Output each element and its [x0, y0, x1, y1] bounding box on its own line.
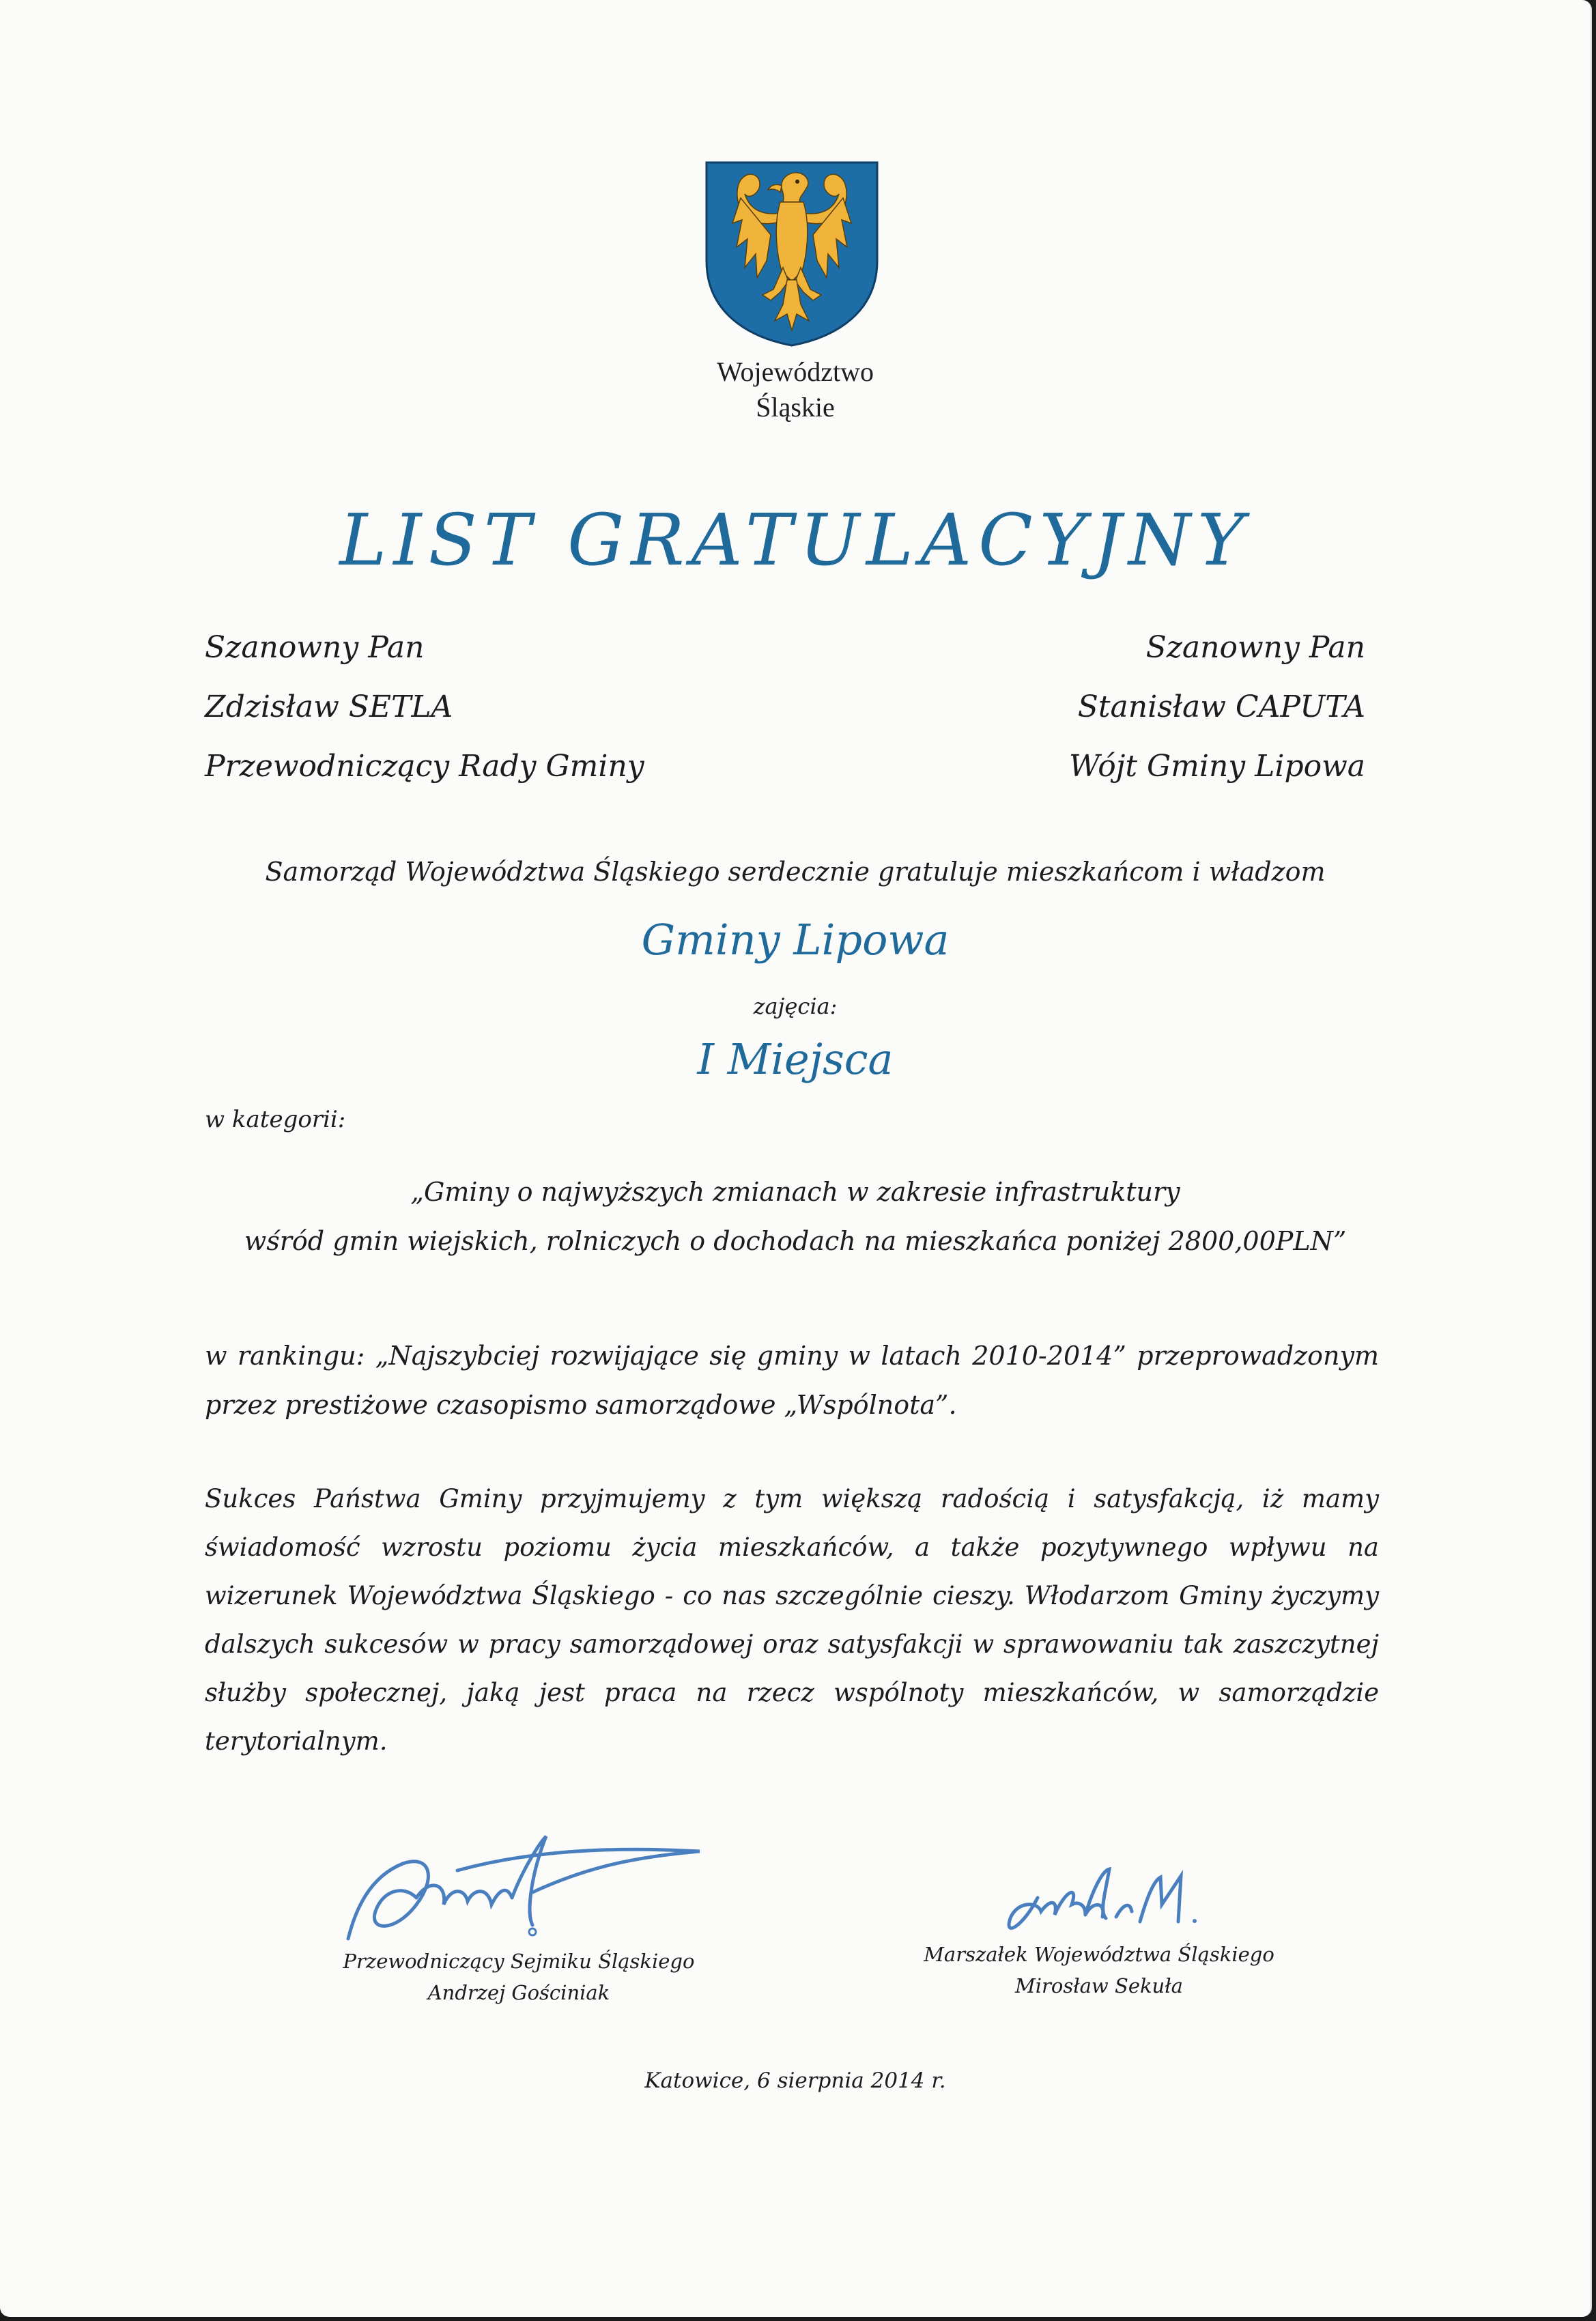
- category-line-1: „Gminy o najwyższych zmianach w zakresie infrastruktury: [410, 1177, 1180, 1207]
- recipient-left-salutation: Szanowny Pan: [205, 630, 425, 665]
- recipient-left: [205, 618, 644, 796]
- silesian-eagle-coat-of-arms-icon: [700, 158, 884, 350]
- ranking-text: w rankingu: „Najszybciej rozwijające się gminy w latach 2010-2014” przeprowadzonym przez prestiżowe czasopismo samorządowe „Wspólnota”.: [205, 1341, 1379, 1420]
- recipient-right-name: Stanisław CAPUTA: [1077, 689, 1365, 724]
- signatory-right-name: Mirosław Sekuła: [1015, 1974, 1183, 1997]
- signatory-left-name: Andrzej Gościniak: [427, 1981, 610, 2004]
- category-label: w kategorii:: [205, 1106, 346, 1133]
- achieved-label: zajęcia:: [753, 993, 838, 1019]
- region-name-line1: Województwo: [716, 356, 874, 387]
- signature-left-strokes: [348, 1836, 700, 1939]
- recipient-right-role: Wójt Gminy Lipowa: [1068, 749, 1365, 784]
- handwritten-signature-icon: [976, 1864, 1222, 1939]
- recipient-right-salutation: Szanowny Pan: [1145, 630, 1365, 665]
- eagle-eye: [795, 180, 799, 184]
- place-award: I Miejsca: [697, 1034, 894, 1084]
- signature-right-dot: [1193, 1919, 1197, 1923]
- recipient-left-role: Przewodniczący Rady Gminy: [205, 749, 644, 784]
- municipality-name: Gminy Lipowa: [641, 915, 950, 965]
- recipient-right: [1069, 618, 1365, 796]
- signatory-right-role: Marszałek Województwa Śląskiego: [924, 1943, 1274, 1966]
- intro-text: Samorząd Województwa Śląskiego serdecznie gratuluje mieszkańcom i władzom: [265, 857, 1326, 887]
- signatory-left-role: Przewodniczący Sejmiku Śląskiego: [343, 1950, 695, 1973]
- body-paragraph: Sukces Państwa Gminy przyjmujemy z tym większą radością i satysfakcją, iż mamy świadomość wzrostu poziomu życia mieszkańców, a także pozytywnego wpływu na wizerunek Województwa Śląskiego - co nas szczególnie cieszy. Włodarzom Gminy życzymy dalszych sukcesów w pracy samorządowej oraz satysfakcji w sprawowaniu tak zaszczytnej służby społecznej, jaką jest praca na rzecz wspólnoty mieszkańców, w samorządzie terytorialnym.: [205, 1484, 1379, 1756]
- category-text: [0, 1167, 1591, 1266]
- recipient-left-name: Zdzisław SETLA: [205, 689, 453, 724]
- place-and-date: Katowice, 6 sierpnia 2014 r.: [644, 2068, 946, 2093]
- handwritten-signature-icon: [328, 1829, 710, 1946]
- signature-block-right: [867, 1864, 1331, 2002]
- document-title: LIST GRATULACYJNY: [339, 498, 1251, 582]
- category-line-2: wśród gmin wiejskich, rolniczych o dochodach na mieszkańca poniżej 2800,00PLN”: [244, 1226, 1347, 1256]
- region-name-line2: Śląskie: [756, 392, 835, 423]
- crest-svg: [700, 158, 884, 350]
- signature-block-left: [287, 1829, 751, 2008]
- signature-left-dot: [529, 1928, 536, 1935]
- signature-right-strokes: [1009, 1869, 1181, 1928]
